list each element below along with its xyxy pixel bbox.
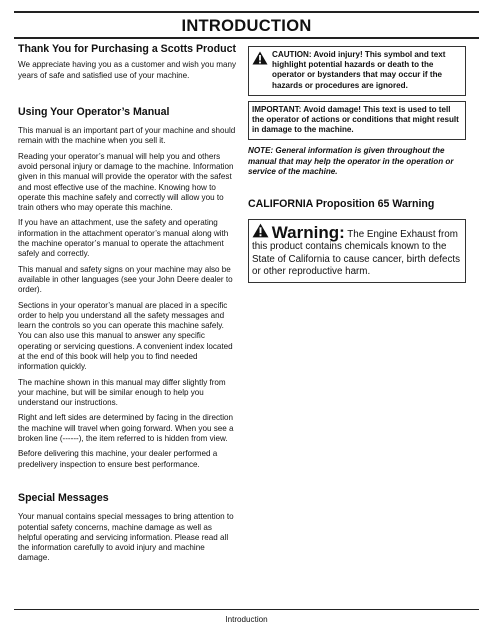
manual-heading: Using Your Operator’s Manual (18, 105, 170, 118)
manual-paragraph: Reading your operator’s manual will help you and others avoid personal injury or damage to the machine. Information given in this manual will provide the operator with the safest and most effective use of the machine. Knowing how to operate this machine safely and correctly will allow you to train others who may operate this machine. (18, 151, 234, 213)
important-text: IMPORTANT: Avoid damage! This text is used to tell the operator of actions or conditions that might result in damage to the machine. (252, 104, 459, 135)
california-heading: CALIFORNIA Proposition 65 Warning (248, 198, 435, 211)
manual-paragraph: Before delivering this machine, your dealer performed a predelivery inspection to ensure best performance. (18, 449, 218, 469)
thank-you-body: We appreciate having you as a customer and wish you many years of safe and satisfied use of your machine. (18, 60, 237, 80)
warning-text: The Engine Exhaust from this product contains chemicals known to the State of California to cause cancer, birth defects or other reproductive harm. (252, 229, 461, 277)
warning-word: Warning: (271, 223, 345, 243)
manual-paragraph: The machine shown in this manual may differ slightly from your machine, but will be similar enough to help you understand our instructions. (18, 377, 226, 408)
important-box (248, 101, 466, 141)
manual-paragraph: Right and left sides are determined by facing in the direction the machine will travel when going forward. When you see a broken line (------), the item referred to is hidden from view. (18, 413, 234, 444)
caution-text: CAUTION: Avoid injury! This symbol and text highlight potential hazards or death to the operator or bystanders that may occur if the hazards or procedures are ignored. (272, 50, 446, 90)
manual-paragraph: If you have an attachment, use the safety and operating information in the attachment operator’s manual along with the machine operator’s manual to operate the attachment safely and correctly. (18, 218, 229, 259)
footer-rule (14, 609, 479, 610)
right-column (248, 46, 466, 283)
caution-box (248, 46, 466, 96)
note-text: NOTE: General information is given throughout the manual that may help the operator in the operation or service of the machine. (248, 146, 454, 176)
warning-triangle-icon (252, 50, 272, 91)
title-rule (14, 37, 479, 39)
thank-you-heading: Thank You for Purchasing a Scotts Product (18, 43, 236, 55)
manual-paragraph: This manual is an important part of your machine and should remain with the machine when you sell it. (18, 126, 236, 146)
special-messages-heading: Special Messages (18, 491, 109, 504)
top-rule (14, 11, 479, 13)
manual-paragraph: This manual and safety signs on your machine may also be available in other languages (see your John Deere dealer to order). (18, 264, 233, 295)
prop65-warning-box (248, 219, 466, 283)
left-column (18, 43, 237, 569)
page-title: INTRODUCTION (181, 17, 312, 35)
footer-label: Introduction (225, 615, 268, 624)
warning-triangle-icon (252, 229, 269, 240)
manual-paragraph: Sections in your operator’s manual are placed in a specific order to help you understand all the safety messages and learn the controls so you can operate this machine safely. You can also use this manual to answer any specific operating or servicing questions. A convenient index located at the end of this book will help you to find needed information quickly. (18, 300, 233, 372)
special-messages-body: Your manual contains special messages to bring attention to potential safety concerns, machine damage as well as helpful operating and servicing information. Please read all the information carefully to avoid injury and machine damage. (18, 512, 234, 563)
